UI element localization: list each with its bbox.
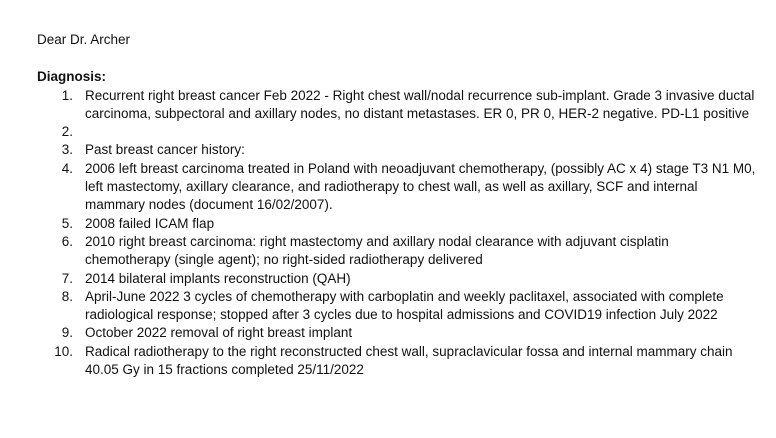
list-item-number: 3. [61, 142, 73, 158]
list-item-text: 2006 left breast carcinoma treated in Poland with neoadjuvant chemotherapy, (possibly AC x 4) stage T3 N1 M0, left mastectomy, axillary clearance, and radiotherapy to chest wall, as well as axillary, SCF and internal mammary nodes (document 16/02/2007). [85, 160, 756, 213]
list-item [37, 343, 757, 380]
list-item-number: 6. [61, 233, 73, 249]
list-item-text: April-June 2022 3 cycles of chemotherapy with carboplatin and weekly paclitaxel, associated with complete radiological response; stopped after 3 cycles due to hospital admissions and COVID19 infection July 2022 [85, 288, 724, 323]
list-item-number: 4. [61, 160, 73, 176]
list-item-text: Radical radiotherapy to the right reconstructed chest wall, supraclavicular fossa and internal mammary chain 40.05 Gy in 15 fractions completed 25/11/2022 [85, 343, 733, 378]
list-item-number: 9. [61, 325, 73, 341]
list-item-number: 7. [61, 270, 73, 286]
list-item [37, 160, 757, 215]
letter-body [37, 31, 757, 379]
diagnosis-list [37, 87, 757, 380]
list-item [37, 270, 757, 288]
list-item [37, 215, 757, 233]
list-item-text: Past breast cancer history: [85, 142, 245, 158]
list-item [37, 87, 757, 124]
diagnosis-heading: Diagnosis: [37, 69, 107, 85]
list-item-number: 1. [61, 87, 73, 103]
list-item [37, 123, 757, 141]
list-item-text: 2010 right breast carcinoma: right mastectomy and axillary nodal clearance with adjuvant cisplatin chemotherapy (single agent); no right-sided radiotherapy delivered [85, 233, 669, 268]
list-item-number: 2. [61, 124, 73, 140]
list-item [37, 141, 757, 159]
list-item [37, 288, 757, 325]
list-item-number: 10. [54, 343, 73, 359]
salutation: Dear Dr. Archer [37, 32, 131, 47]
list-item [37, 233, 757, 270]
list-item-number: 8. [61, 288, 73, 304]
list-item-text: 2008 failed ICAM flap [85, 215, 215, 231]
list-item-text [85, 123, 757, 141]
list-item [37, 324, 757, 342]
list-item-text: October 2022 removal of right breast implant [85, 325, 353, 341]
list-item-text: 2014 bilateral implants reconstruction (QAH) [85, 270, 351, 286]
list-item-text: Recurrent right breast cancer Feb 2022 - Right chest wall/nodal recurrence sub-implant. Grade 3 invasive ductal carcinoma, subpectoral and axillary nodes, no distant metastases. ER 0, PR 0, HER-2 negative. PD-L1 positive [85, 87, 755, 121]
list-item-number: 5. [61, 215, 73, 231]
